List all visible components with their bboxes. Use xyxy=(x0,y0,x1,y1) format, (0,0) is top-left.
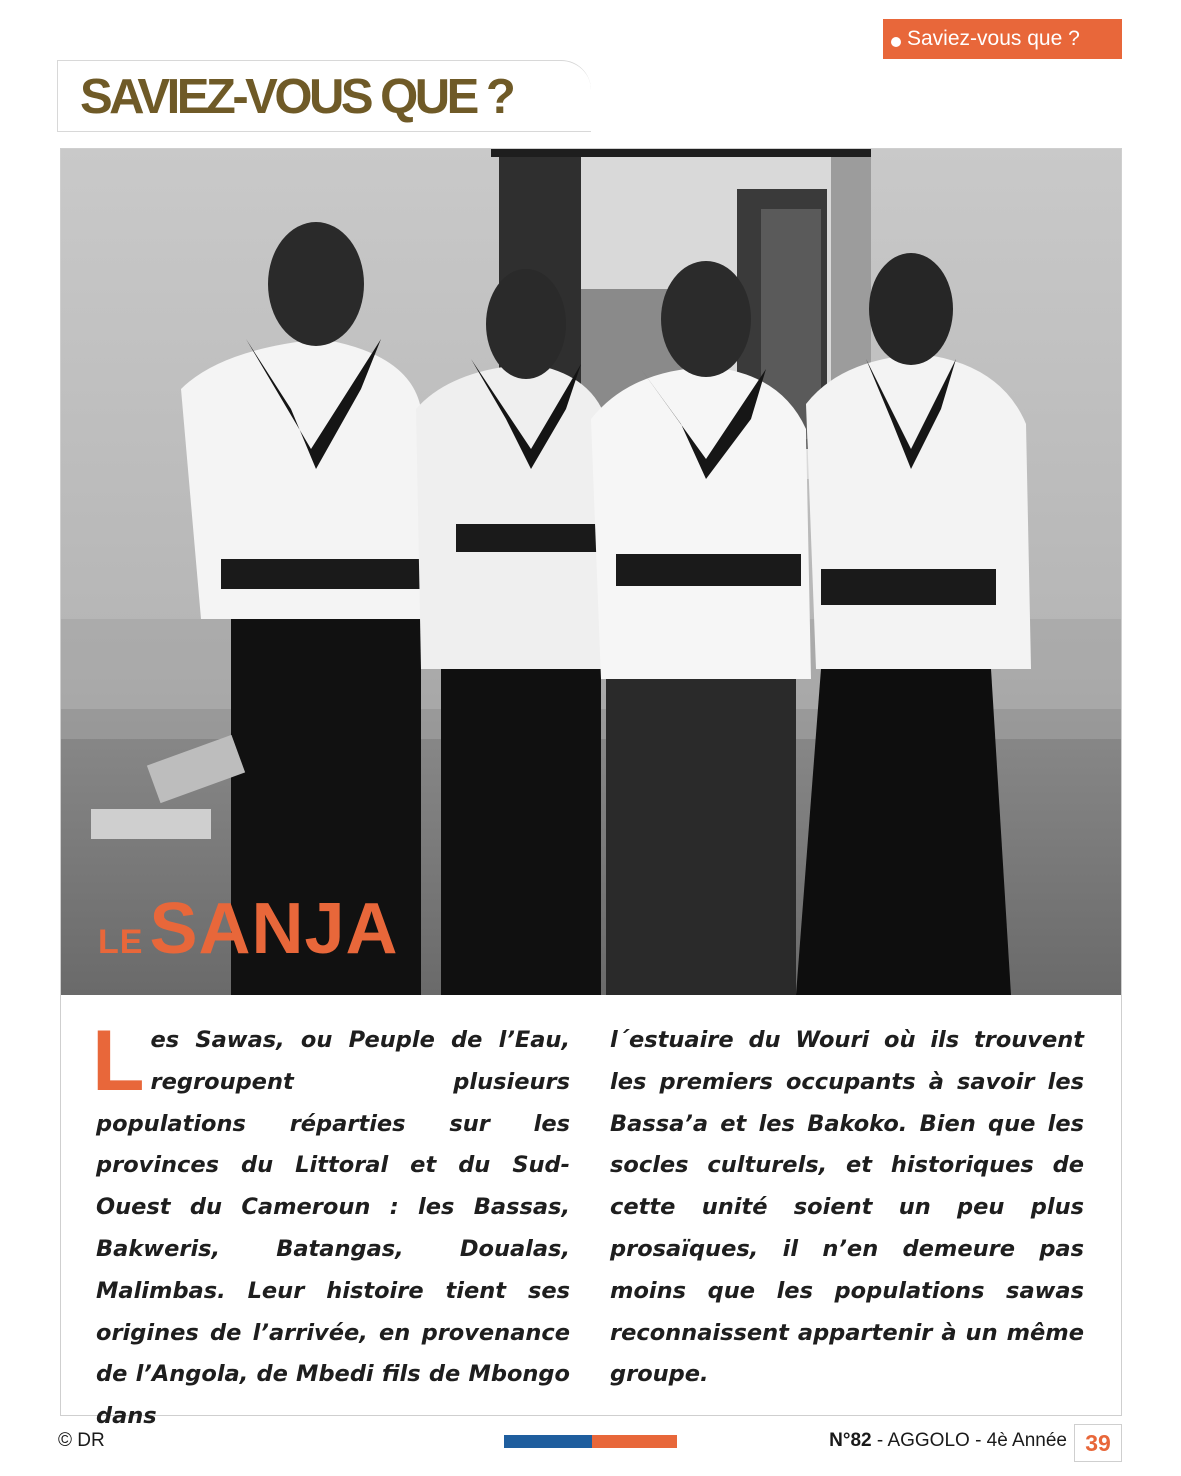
article-right-column xyxy=(610,1020,1084,1396)
bullet-icon xyxy=(891,37,901,47)
section-tag xyxy=(883,19,1122,59)
left-column-text: es Sawas, ou Peuple de l’Eau, regroupent plusieurs populations réparties sur les provinces du Littoral et du Sud-Ouest du Cameroun : les Bassas, Bakweris, Batangas, Doualas, Malimbas. Leur histoire tient ses origines de l’arrivée, en provenance de l’Angola, de Mbedi fils de Mbongo dans xyxy=(96,1027,570,1430)
photo-illustration xyxy=(61,149,1121,995)
article-left-column xyxy=(92,1013,570,1438)
footer-info xyxy=(829,1430,1067,1452)
section-tag-label: Saviez-vous que ? xyxy=(907,27,1080,50)
page-number: 39 xyxy=(1074,1424,1122,1462)
drop-cap: L xyxy=(92,1013,145,1109)
feature-title xyxy=(98,888,399,968)
photo-credit: © DR xyxy=(58,1430,105,1451)
issue-number: N°82 xyxy=(829,1430,872,1451)
publication-name: - AGGOLO - 4è Année xyxy=(871,1430,1067,1451)
feature-title-prefix: LE xyxy=(98,923,144,961)
footer-bar-orange xyxy=(592,1435,677,1448)
right-column-text: l´estuaire du Wouri où ils trouvent les premiers occupants à savoir les Bassa’a et les Bakoko. Bien que les socles culturels, et historiques de cette unité soient un peu plus prosaïques, il n’en demeure pas moins que les populations sawas reconnaissent appartenir à un même groupe. xyxy=(610,1027,1084,1388)
page-title: SAVIEZ-VOUS QUE ? xyxy=(80,70,513,124)
footer-bar-blue xyxy=(504,1435,592,1448)
feature-title-main: SANJA xyxy=(149,889,399,969)
group-photo-image xyxy=(61,149,1121,995)
